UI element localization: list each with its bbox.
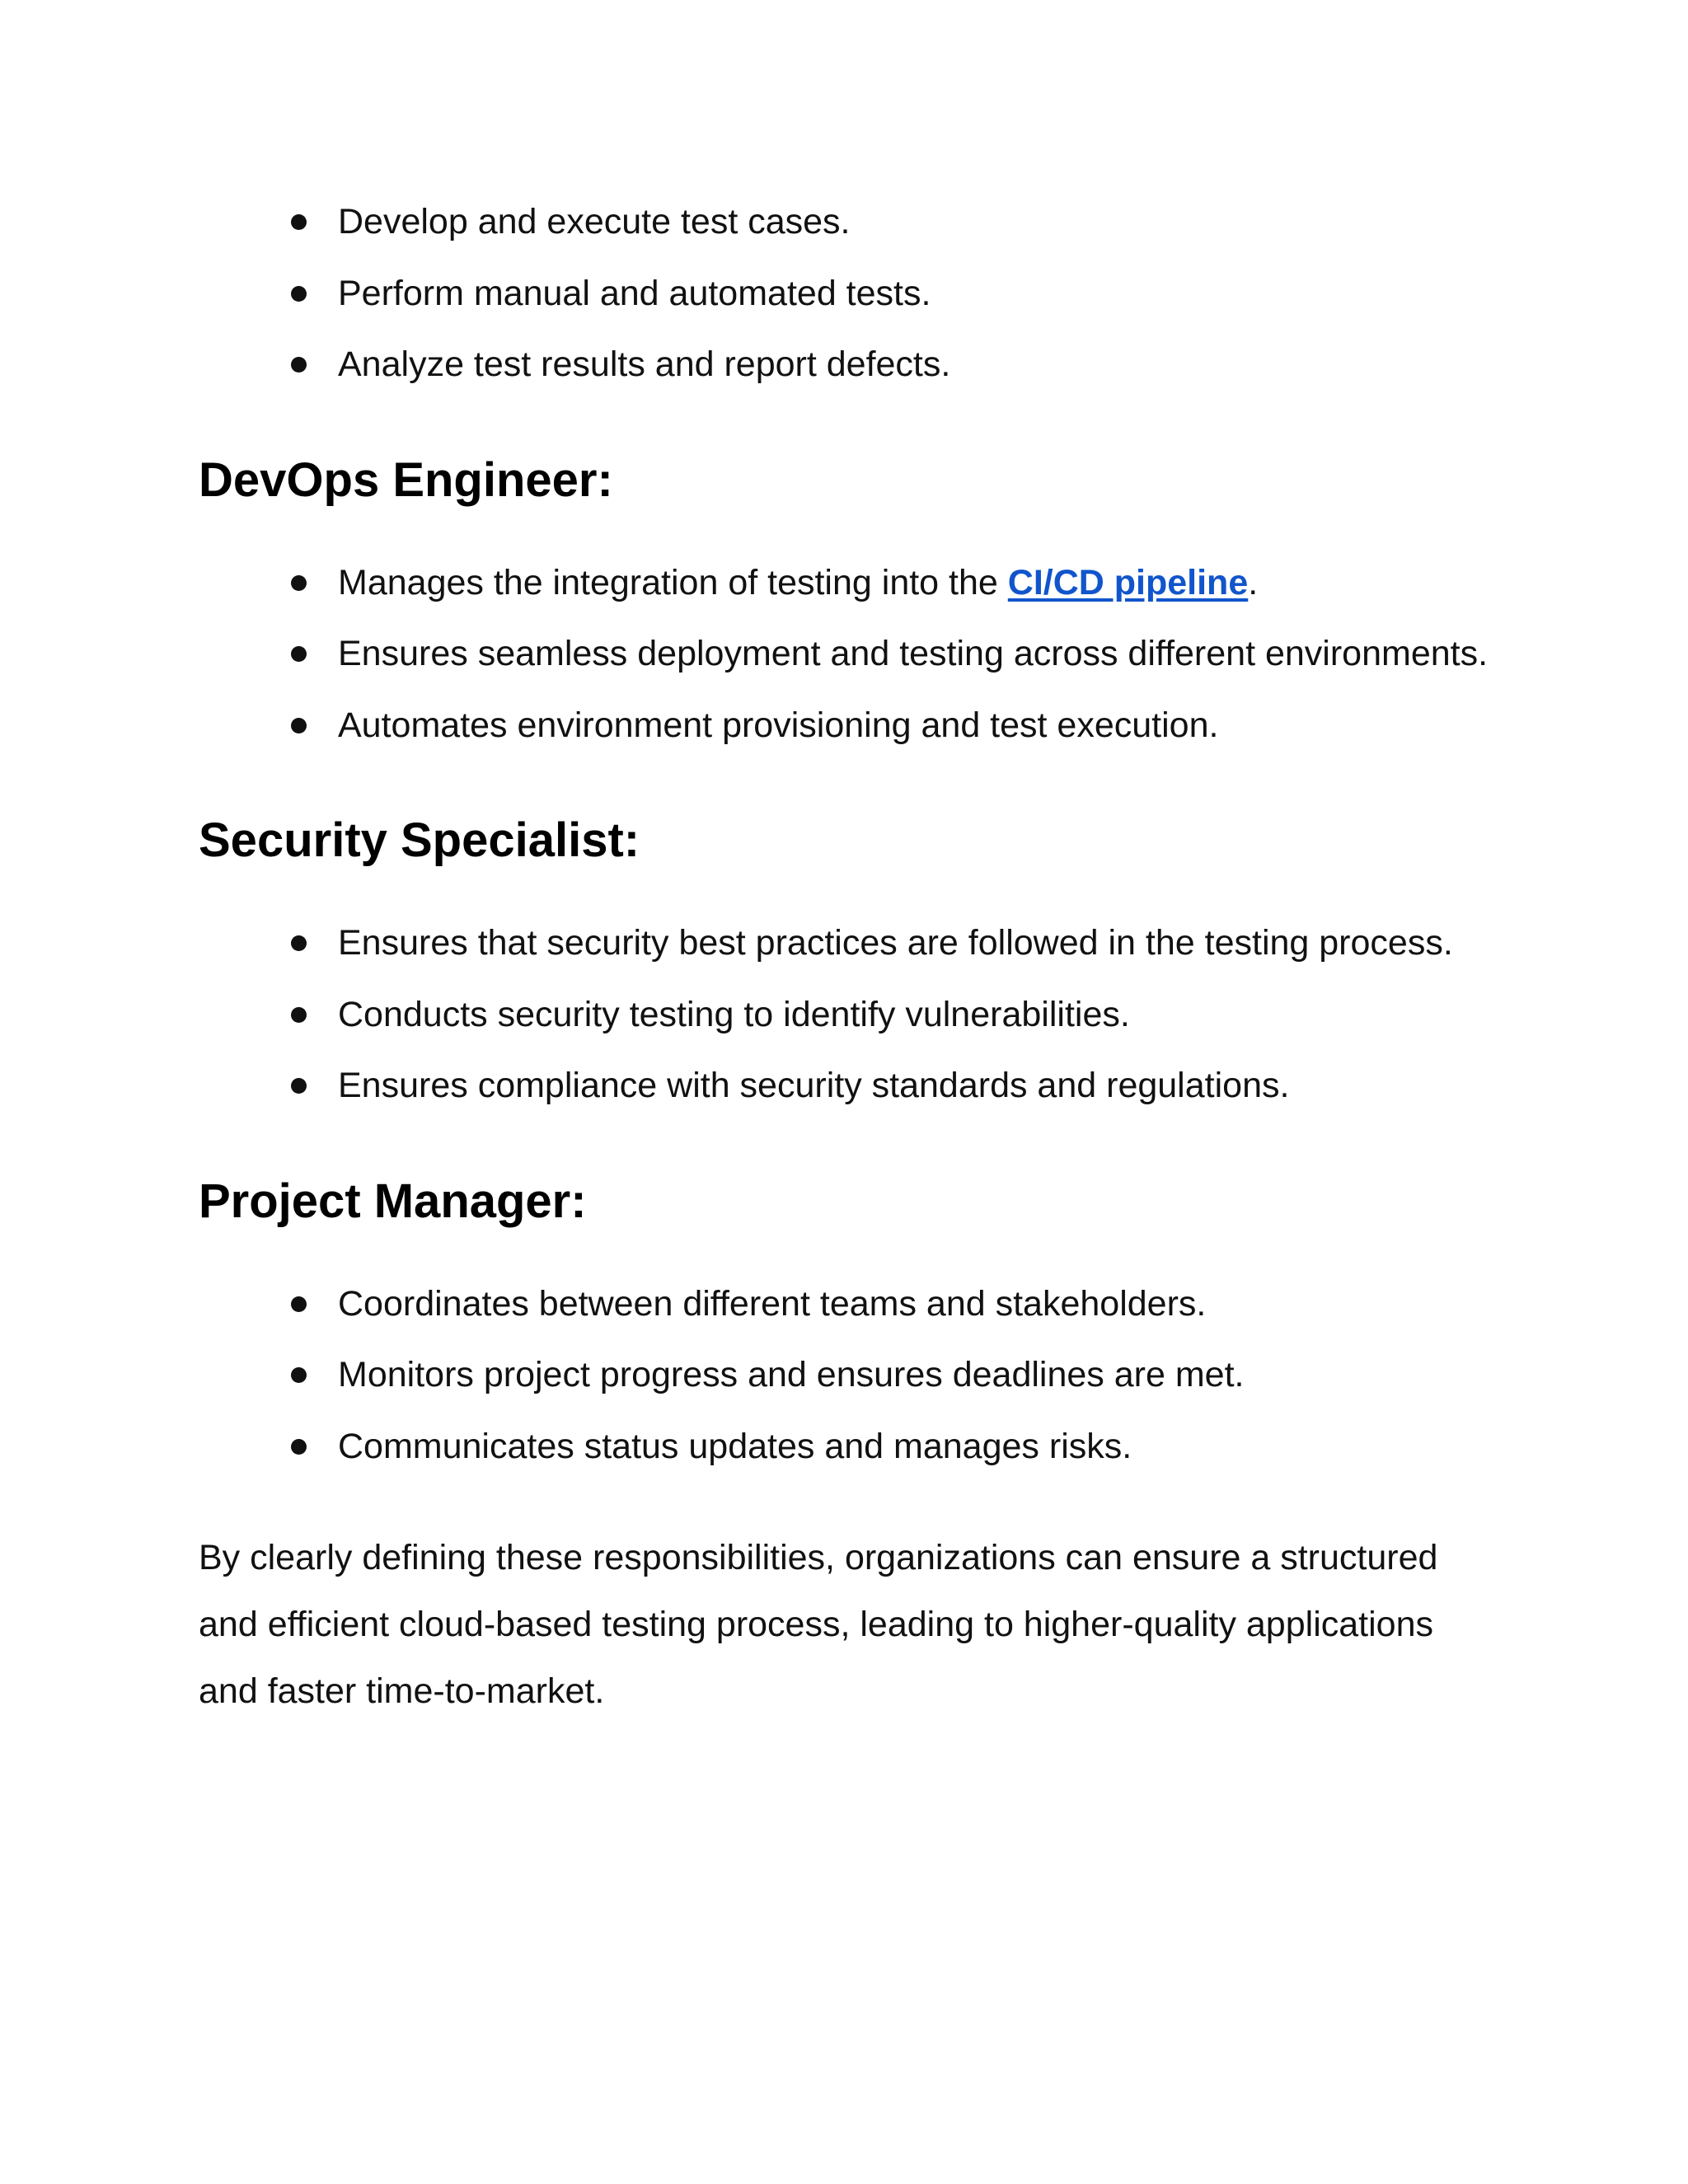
list-item (338, 329, 1501, 401)
bullet-icon (291, 1367, 307, 1383)
bullet-icon (291, 214, 307, 230)
list-item-text: Manages the integration of testing into the (338, 562, 1008, 602)
list-item (338, 1268, 1501, 1340)
bullet-icon (291, 718, 307, 733)
security-heading: Security Specialist: (199, 813, 640, 867)
list-item (338, 547, 1501, 619)
list-item (338, 618, 1501, 690)
devops-heading: DevOps Engineer: (199, 452, 613, 507)
list-item-text: Perform manual and automated tests. (338, 273, 931, 313)
bullet-icon (291, 935, 307, 951)
tester-duties-list (199, 186, 1501, 401)
list-item-text: . (1248, 562, 1259, 602)
list-item (338, 1411, 1501, 1483)
list-item-text: Ensures compliance with security standards and regulations. (338, 1066, 1290, 1105)
project-manager-list (199, 1268, 1501, 1483)
document-content (199, 186, 1501, 1725)
bullet-icon (291, 575, 307, 591)
project-manager-heading: Project Manager: (199, 1174, 587, 1228)
list-item-text: Develop and execute test cases. (338, 202, 851, 241)
bullet-icon (291, 286, 307, 302)
ci-cd-pipeline-link[interactable]: CI/CD pipeline (1007, 562, 1249, 602)
list-item (338, 1339, 1501, 1411)
bullet-icon (291, 1439, 307, 1455)
security-list (199, 907, 1501, 1122)
list-item (338, 186, 1501, 258)
list-item-text: Coordinates between different teams and stakeholders. (338, 1283, 1207, 1324)
list-item (338, 690, 1501, 762)
list-item-text: Monitors project progress and ensures deadlines are met. (338, 1355, 1245, 1394)
bullet-icon (291, 357, 307, 373)
devops-list (199, 547, 1501, 762)
list-item (338, 907, 1501, 979)
list-item-text: Ensures seamless deployment and testing across different environments. (338, 634, 1489, 673)
bullet-icon (291, 1078, 307, 1094)
list-item (338, 258, 1501, 330)
bullet-icon (291, 646, 307, 662)
bullet-icon (291, 1296, 307, 1312)
list-item-text: Automates environment provisioning and test execution. (338, 705, 1219, 745)
list-item (338, 1050, 1501, 1122)
list-item-text: Conducts security testing to identify vulnerabilities. (338, 994, 1130, 1034)
list-item-text: Analyze test results and report defects. (338, 344, 951, 384)
list-item-text: Communicates status updates and manages risks. (338, 1426, 1132, 1466)
closing-paragraph: By clearly defining these responsibilities, organizations can ensure a structured and efficient cloud-based testing process, leading to higher-quality applications and faster time-to-market. (199, 1538, 1438, 1711)
bullet-icon (291, 1007, 307, 1023)
list-item-text: Ensures that security best practices are followed in the testing process. (338, 923, 1453, 963)
list-item (338, 979, 1501, 1051)
